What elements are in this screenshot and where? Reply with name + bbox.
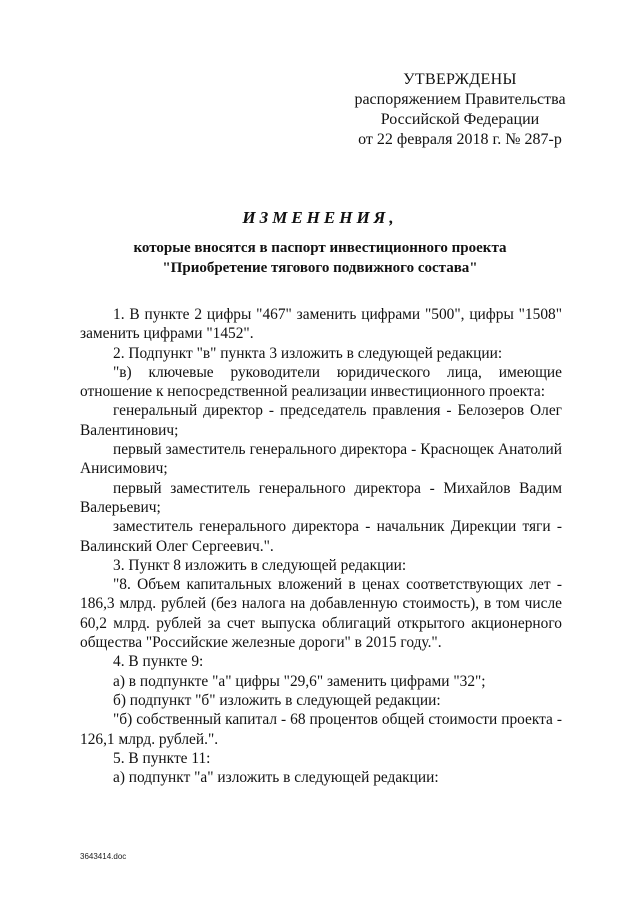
paragraph: 3. Пункт 8 изложить в следующей редакции:: [113, 556, 407, 574]
document-body: [80, 305, 562, 787]
paragraph: генеральный директор - председатель правления - Белозеров Олег Валентинович;: [80, 402, 562, 439]
paragraph: 1. В пункте 2 цифры "467" заменить цифрами "500", цифры "1508" заменить цифрами "1452".: [80, 306, 562, 343]
paragraph: первый заместитель генерального директора - Михайлов Вадим Валерьевич;: [80, 479, 562, 516]
document-subtitle-line-2: "Приобретение тягового подвижного состава": [162, 260, 478, 276]
approval-line-1: распоряжением Правительства: [354, 91, 566, 108]
document-subtitle-line-1: которые вносятся в паспорт инвестиционного проекта: [133, 240, 507, 256]
paragraph: а) подпункт "а" изложить в следующей редакции:: [113, 769, 439, 787]
paragraph: а) в подпункте "а" цифры "29,6" заменить цифрами "32";: [113, 672, 486, 690]
paragraph: "б) собственный капитал - 68 процентов общей стоимости проекта - 126,1 млрд. рублей.".: [80, 711, 562, 748]
paragraph: 4. В пункте 9:: [113, 653, 204, 671]
paragraph: "8. Объем капитальных вложений в ценах соответствующих лет - 186,3 млрд. рублей (без налога на добавленную стоимость), в том числе 60,2 млрд. рублей за счет выпуска облигаций открытого акционерного общества "Российские железные дороги" в 2015 году.".: [80, 576, 562, 652]
approval-line-2: Российской Федерации: [380, 111, 540, 128]
paragraph: б) подпункт "б" изложить в следующей редакции:: [113, 691, 441, 709]
paragraph: заместитель генерального директора - начальник Дирекции тяги - Валинский Олег Сергеевич.".: [80, 518, 562, 555]
paragraph: первый заместитель генерального директора - Краснощек Анатолий Анисимович;: [80, 441, 562, 478]
paragraph: 2. Подпункт "в" пункта 3 изложить в следующей редакции:: [113, 344, 503, 362]
document-file-code: 3643414.doc: [80, 852, 127, 861]
approval-line-3: от 22 февраля 2018 г. № 287-р: [358, 131, 562, 148]
paragraph: "в) ключевые руководители юридического лица, имеющие отношение к непосредственной реализации инвестиционного проекта:: [80, 363, 562, 401]
document-title: ИЗМЕНЕНИЯ,: [242, 208, 398, 227]
paragraph: 5. В пункте 11:: [113, 749, 211, 767]
document-heading: [60, 208, 580, 278]
approval-title: УТВЕРЖДЕНЫ: [403, 71, 517, 88]
approval-block: [330, 70, 590, 150]
